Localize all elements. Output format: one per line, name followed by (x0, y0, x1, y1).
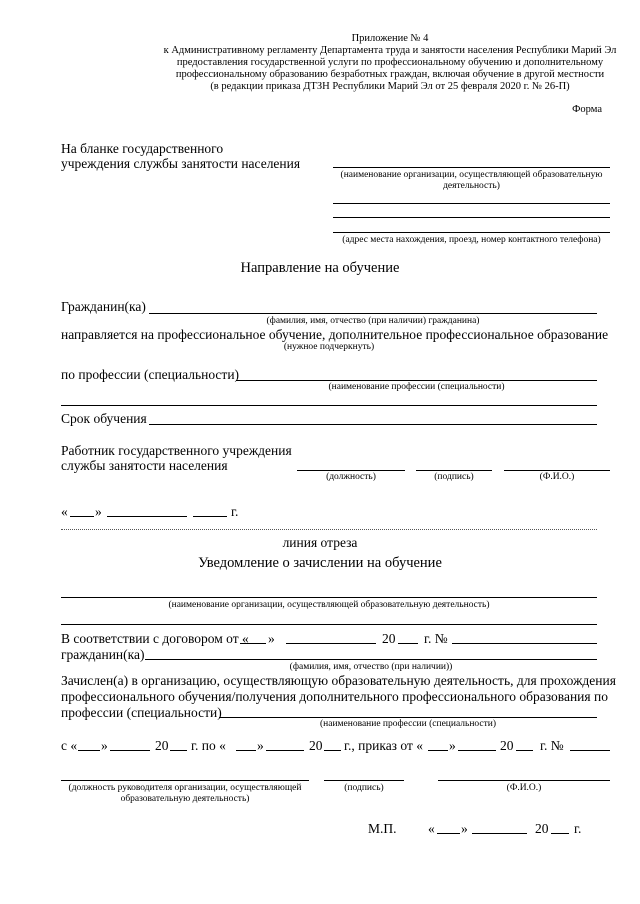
notice-org-line-2[interactable] (61, 624, 597, 625)
name-caption: (Ф.И.О.) (539, 472, 575, 482)
profession-line[interactable] (236, 380, 597, 381)
letterhead-line-1: На бланке государственного (61, 141, 224, 156)
head-signature-line[interactable] (324, 780, 404, 781)
position-caption: (должность) (326, 472, 376, 482)
notice-citizen-label: гражданин(ка) (61, 647, 145, 662)
order-number-line[interactable] (570, 750, 610, 751)
period-to-day-line[interactable] (236, 750, 256, 751)
stamp-month-line[interactable] (472, 833, 527, 834)
term-label: Срок обучения (61, 411, 147, 426)
date-open-quote: « (61, 504, 68, 519)
notice-org-line[interactable] (61, 597, 597, 598)
contract-number-line[interactable] (452, 643, 597, 644)
period-from-year-line[interactable] (170, 750, 187, 751)
period-from-year-prefix: 20 (155, 738, 169, 753)
date-year-line[interactable] (193, 516, 227, 517)
enrolled-line-1: Зачислен(а) в организацию, осуществляющую образовательную деятельность, для прохождения (61, 673, 616, 688)
notice-profession-line[interactable] (219, 717, 597, 718)
contract-year-prefix: 20 (382, 631, 396, 646)
signature-caption: (подпись) (434, 472, 474, 482)
order-number-label: г. № (540, 738, 564, 753)
order-date-label: г., приказ от « (344, 738, 423, 753)
stamp-year-line[interactable] (551, 833, 569, 834)
org-name-caption-1: (наименование организации, осуществляющей образовательную (340, 170, 603, 180)
letterhead-line-2: учреждения службы занятости населения (61, 156, 301, 171)
order-year-prefix: 20 (500, 738, 514, 753)
stamp-year-suffix: г. (574, 821, 582, 836)
period-from-month-line[interactable] (110, 750, 150, 751)
stamp-label: М.П. (368, 821, 397, 836)
period-from-label: с « (61, 738, 78, 753)
signature-line[interactable] (416, 470, 492, 471)
position-line[interactable] (297, 470, 405, 471)
cut-line-label: линия отреза (282, 535, 358, 550)
profession-label: по профессии (специальности) (61, 367, 240, 382)
stamp-date-open: « (428, 821, 435, 836)
head-position-caption-1: (должность руководителя организации, осуществляющей (68, 783, 302, 793)
address-line-2[interactable] (333, 217, 610, 218)
period-to-close: » (257, 738, 264, 753)
head-position-line[interactable] (61, 780, 309, 781)
notice-profession-caption: (наименование профессии (специальности) (319, 719, 497, 729)
period-to-label: г. по « (191, 738, 226, 753)
contract-day-line[interactable] (240, 643, 266, 644)
head-signature-caption: (подпись) (344, 783, 384, 793)
citizen-caption: (фамилия, имя, отчество (при наличии) гражданина) (266, 316, 480, 326)
notice-citizen-caption: (фамилия, имя, отчество (при наличии)) (289, 662, 453, 672)
contract-close-quote: » (268, 631, 275, 646)
citizen-name-line[interactable] (149, 313, 597, 314)
training-type-caption: (нужное подчеркнуть) (283, 342, 375, 352)
notice-title: Уведомление о зачислении на обучение (198, 555, 442, 571)
address-line-1[interactable] (333, 203, 610, 204)
date-close-quote: » (95, 504, 102, 519)
enrolled-line-3: профессии (специальности) (61, 705, 222, 720)
profession-line-2[interactable] (61, 405, 597, 406)
order-year-line[interactable] (516, 750, 533, 751)
order-close: » (449, 738, 456, 753)
period-from-day-line[interactable] (78, 750, 100, 751)
address-caption: (адрес места нахождения, проезд, номер контактного телефона) (342, 235, 601, 245)
head-name-caption: (Ф.И.О.) (506, 783, 542, 793)
regulation-line-4: (в редакции приказа ДТЗН Республики Марий Эл от 25 февраля 2020 г. № 26-П) (210, 81, 570, 92)
form-label: Форма (572, 104, 602, 115)
stamp-date-close: » (461, 821, 468, 836)
citizen-label: Гражданин(ка) (61, 299, 146, 314)
contract-prefix: В соответствии с договором от « (61, 631, 249, 646)
contract-number-label: г. № (424, 631, 448, 646)
term-line[interactable] (149, 424, 597, 425)
period-to-year-line[interactable] (324, 750, 341, 751)
worker-label-2: службы занятости населения (61, 458, 228, 473)
notice-citizen-line[interactable] (145, 659, 597, 660)
head-name-line[interactable] (438, 780, 610, 781)
worker-label-1: Работник государственного учреждения (61, 443, 292, 458)
date-day-line[interactable] (70, 516, 94, 517)
regulation-line-2: предоставления государственной услуги по профессиональному обучению и дополнительному (176, 57, 604, 68)
training-type-text: направляется на профессиональное обучение, дополнительное профессиональное образование (61, 327, 609, 342)
referral-title: Направление на обучение (240, 260, 400, 276)
regulation-line-3: профессиональному образованию безработных граждан, включая обучение в другой местности (175, 69, 605, 80)
profession-caption: (наименование профессии (специальности) (328, 382, 505, 392)
cut-line (61, 529, 597, 530)
org-name-line[interactable] (333, 167, 610, 168)
stamp-day-line[interactable] (437, 833, 460, 834)
period-from-close: » (101, 738, 108, 753)
order-month-line[interactable] (458, 750, 496, 751)
stamp-year-prefix: 20 (535, 821, 549, 836)
period-to-month-line[interactable] (266, 750, 304, 751)
order-day-line[interactable] (428, 750, 448, 751)
org-name-caption-2: деятельность) (443, 181, 500, 191)
regulation-line-1: к Административному регламенту Департамента труда и занятости населения Республики Марий Эл (163, 45, 617, 56)
head-position-caption-2: образовательную деятельность) (120, 794, 250, 804)
period-to-year-prefix: 20 (309, 738, 323, 753)
appendix-number: Приложение № 4 (351, 33, 429, 44)
date-month-line[interactable] (107, 516, 187, 517)
name-line[interactable] (504, 470, 610, 471)
notice-org-caption: (наименование организации, осуществляющей образовательную деятельность) (168, 600, 490, 610)
enrolled-line-2: профессионального обучения/получения дополнительного профессионального образования по (61, 689, 608, 704)
date-year-suffix: г. (231, 504, 239, 519)
contract-month-line[interactable] (286, 643, 376, 644)
address-line-3[interactable] (333, 232, 610, 233)
contract-year-line[interactable] (398, 643, 418, 644)
